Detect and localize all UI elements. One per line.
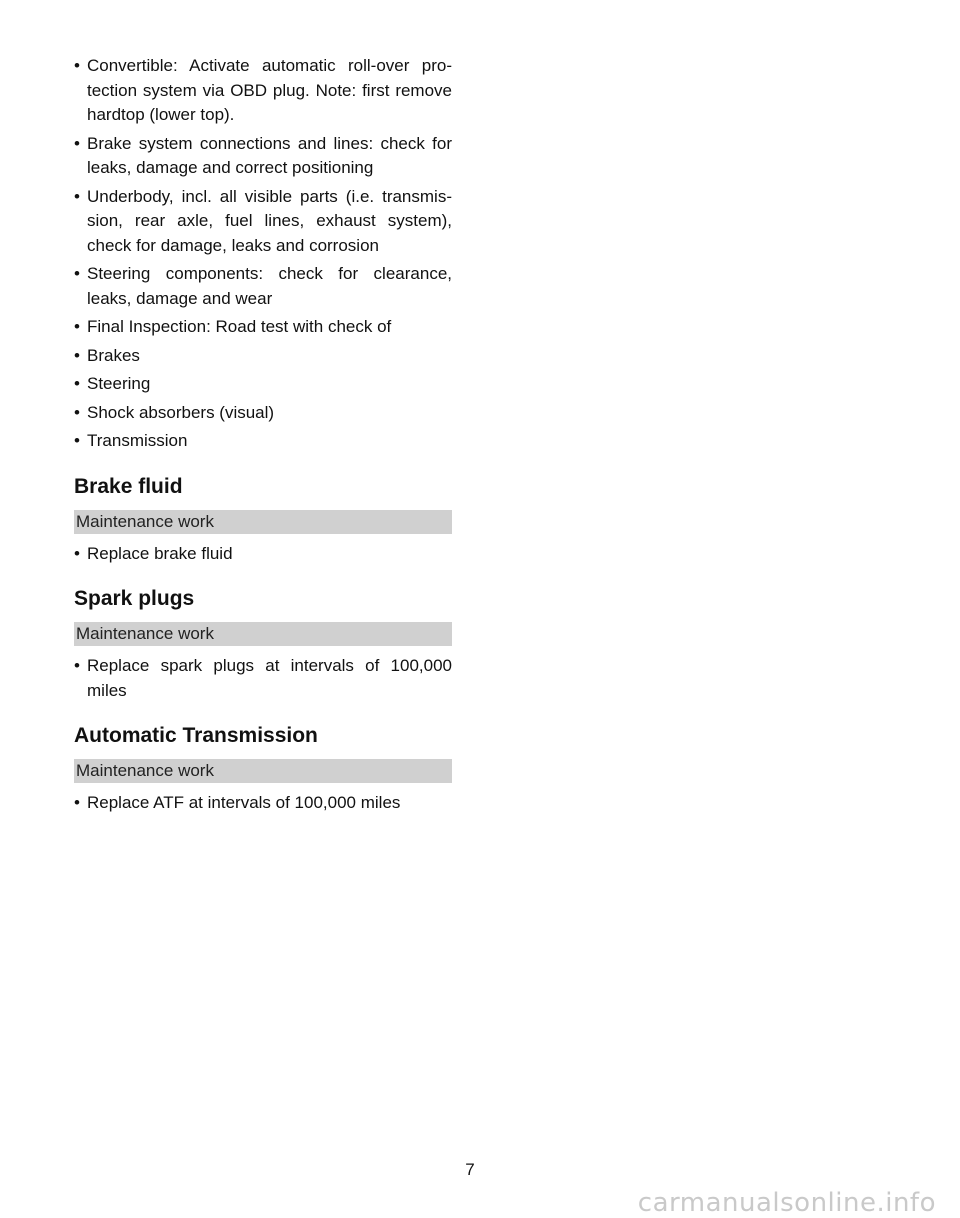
inspection-list bbox=[74, 54, 452, 454]
list-item: • Transmission bbox=[74, 429, 452, 454]
list-item: • Underbody, incl. all visible parts (i.e. transmis-sion, rear axle, fuel lines, exhaust system), check for damage, leaks and corrosion bbox=[74, 185, 452, 259]
maintenance-list bbox=[74, 791, 452, 816]
maintenance-work-bar: Maintenance work bbox=[74, 510, 452, 534]
maintenance-work-bar: Maintenance work bbox=[74, 622, 452, 646]
section-title: Automatic Transmission bbox=[74, 724, 318, 747]
section-title: Spark plugs bbox=[74, 587, 195, 610]
list-item: • Steering components: check for clearance, leaks, damage and wear bbox=[74, 262, 452, 311]
page-number: 7 bbox=[465, 1160, 475, 1179]
section-brake-fluid bbox=[74, 474, 452, 567]
list-item: • Shock absorbers (visual) bbox=[74, 401, 452, 426]
maintenance-list bbox=[74, 542, 452, 567]
list-item: • Steering bbox=[74, 372, 452, 397]
maintenance-work-bar: Maintenance work bbox=[74, 759, 452, 783]
section-spark-plugs bbox=[74, 586, 452, 703]
list-item: • Replace brake fluid bbox=[74, 542, 452, 567]
list-item: • Replace spark plugs at intervals of 100,000 miles bbox=[74, 654, 452, 703]
section-title: Brake fluid bbox=[74, 474, 183, 498]
list-item: • Brake system connections and lines: check for leaks, damage and correct positioning bbox=[74, 132, 452, 181]
section-automatic-transmission bbox=[74, 723, 452, 816]
list-item: • Convertible: Activate automatic roll-over pro-tection system via OBD plug. Note: first remove hardtop (lower top). bbox=[74, 54, 452, 128]
list-item: • Final Inspection: Road test with check of bbox=[74, 315, 452, 340]
watermark: carmanualsonline.info bbox=[637, 1188, 936, 1218]
maintenance-list bbox=[74, 654, 452, 703]
content-column bbox=[74, 54, 452, 820]
list-item: • Replace ATF at intervals of 100,000 miles bbox=[74, 791, 452, 816]
list-item: • Brakes bbox=[74, 344, 452, 369]
